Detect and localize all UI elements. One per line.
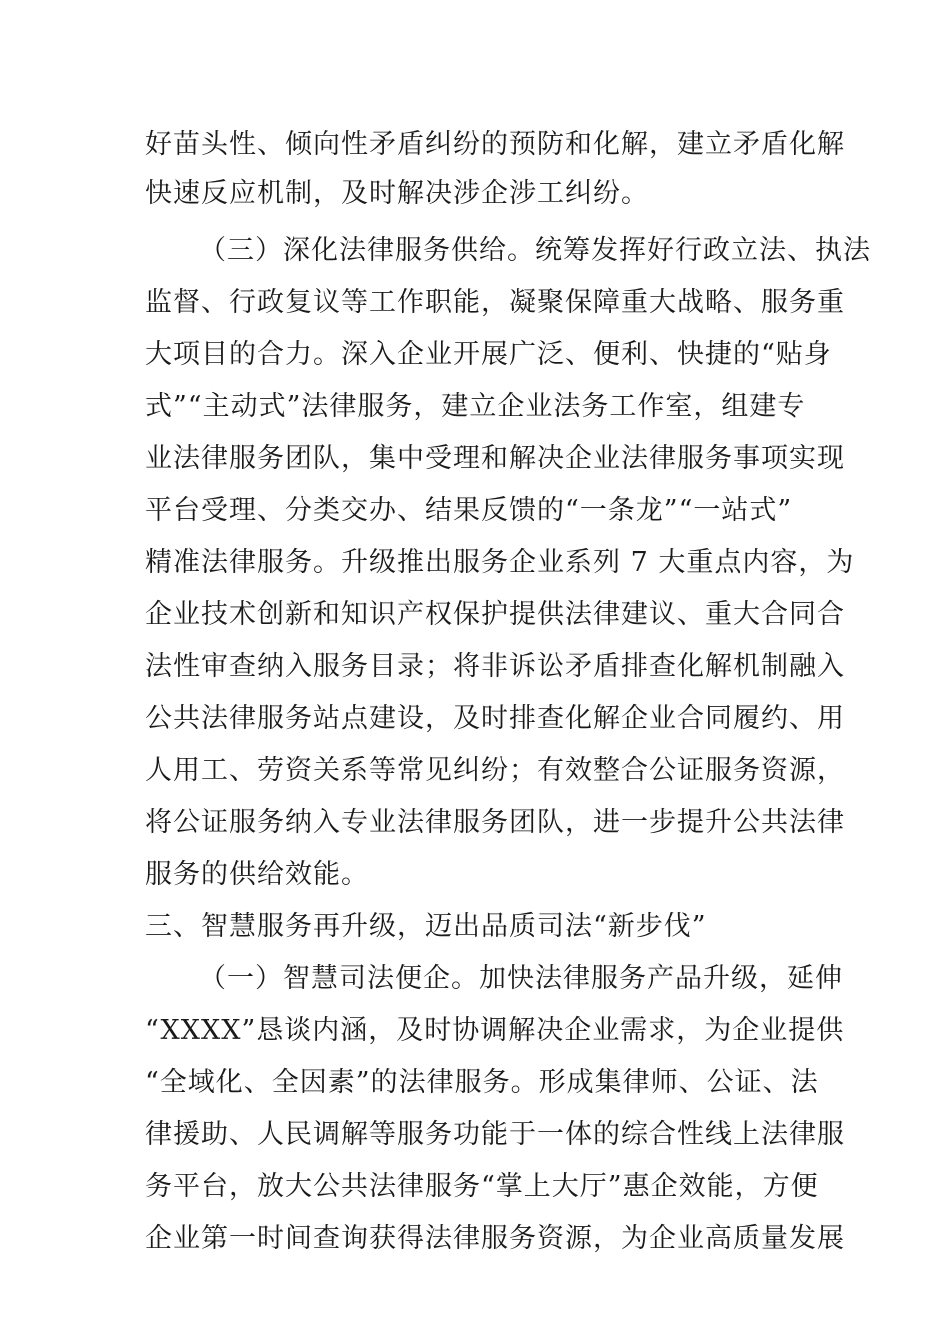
text-line: 律援助、人民调解等服务功能于一体的综合性线上法律服 [145, 1119, 845, 1150]
text-line: 企业技术创新和知识产权保护提供法律建议、重大合同合 [145, 599, 845, 630]
text-line: 务平台，放大公共法律服务“掌上大厅”惠企效能，方便 [145, 1171, 819, 1202]
text-line: “全域化、全因素”的法律服务。形成集律师、公证、法 [145, 1067, 819, 1098]
text-line: 好苗头性、倾向性矛盾纠纷的预防和化解，建立矛盾化解 [145, 129, 845, 160]
text-line: 人用工、劳资关系等常见纠纷；有效整合公证服务资源， [145, 755, 845, 786]
text-line: 业法律服务团队，集中受理和解决企业法律服务事项实现 [145, 443, 845, 474]
text-line: 企业第一时间查询获得法律服务资源，为企业高质量发展 [145, 1223, 845, 1254]
paragraph-heading-line: （一）智慧司法便企。加快法律服务产品升级，延伸 [199, 963, 843, 994]
text-line: 快速反应机制，及时解决涉企涉工纠纷。 [145, 178, 649, 209]
text-line: 法性审查纳入服务目录；将非诉讼矛盾排查化解机制融入 [145, 651, 845, 682]
text-line: 平台受理、分类交办、结果反馈的“一条龙”“一站式” [145, 495, 793, 526]
section-heading: 三、智慧服务再升级，迈出品质司法“新步伐” [145, 911, 707, 942]
text-line: 公共法律服务站点建设，及时排查化解企业合同履约、用 [145, 703, 845, 734]
text-line: 服务的供给效能。 [145, 859, 369, 890]
text-line: 将公证服务纳入专业法律服务团队，进一步提升公共法律 [145, 807, 845, 838]
text-line: 式”“主动式”法律服务，建立企业法务工作室，组建专 [145, 391, 806, 422]
text-line: 大项目的合力。深入企业开展广泛、便利、快捷的“贴身 [145, 339, 832, 370]
text-line: “XXXX”恳谈内涵，及时协调解决企业需求，为企业提供 [145, 1015, 845, 1046]
text-line: 精准法律服务。升级推出服务企业系列 7 大重点内容，为 [145, 547, 855, 578]
paragraph-heading-line: （三）深化法律服务供给。统筹发挥好行政立法、执法 [199, 235, 871, 266]
text-line: 监督、行政复议等工作职能，凝聚保障重大战略、服务重 [145, 287, 845, 318]
